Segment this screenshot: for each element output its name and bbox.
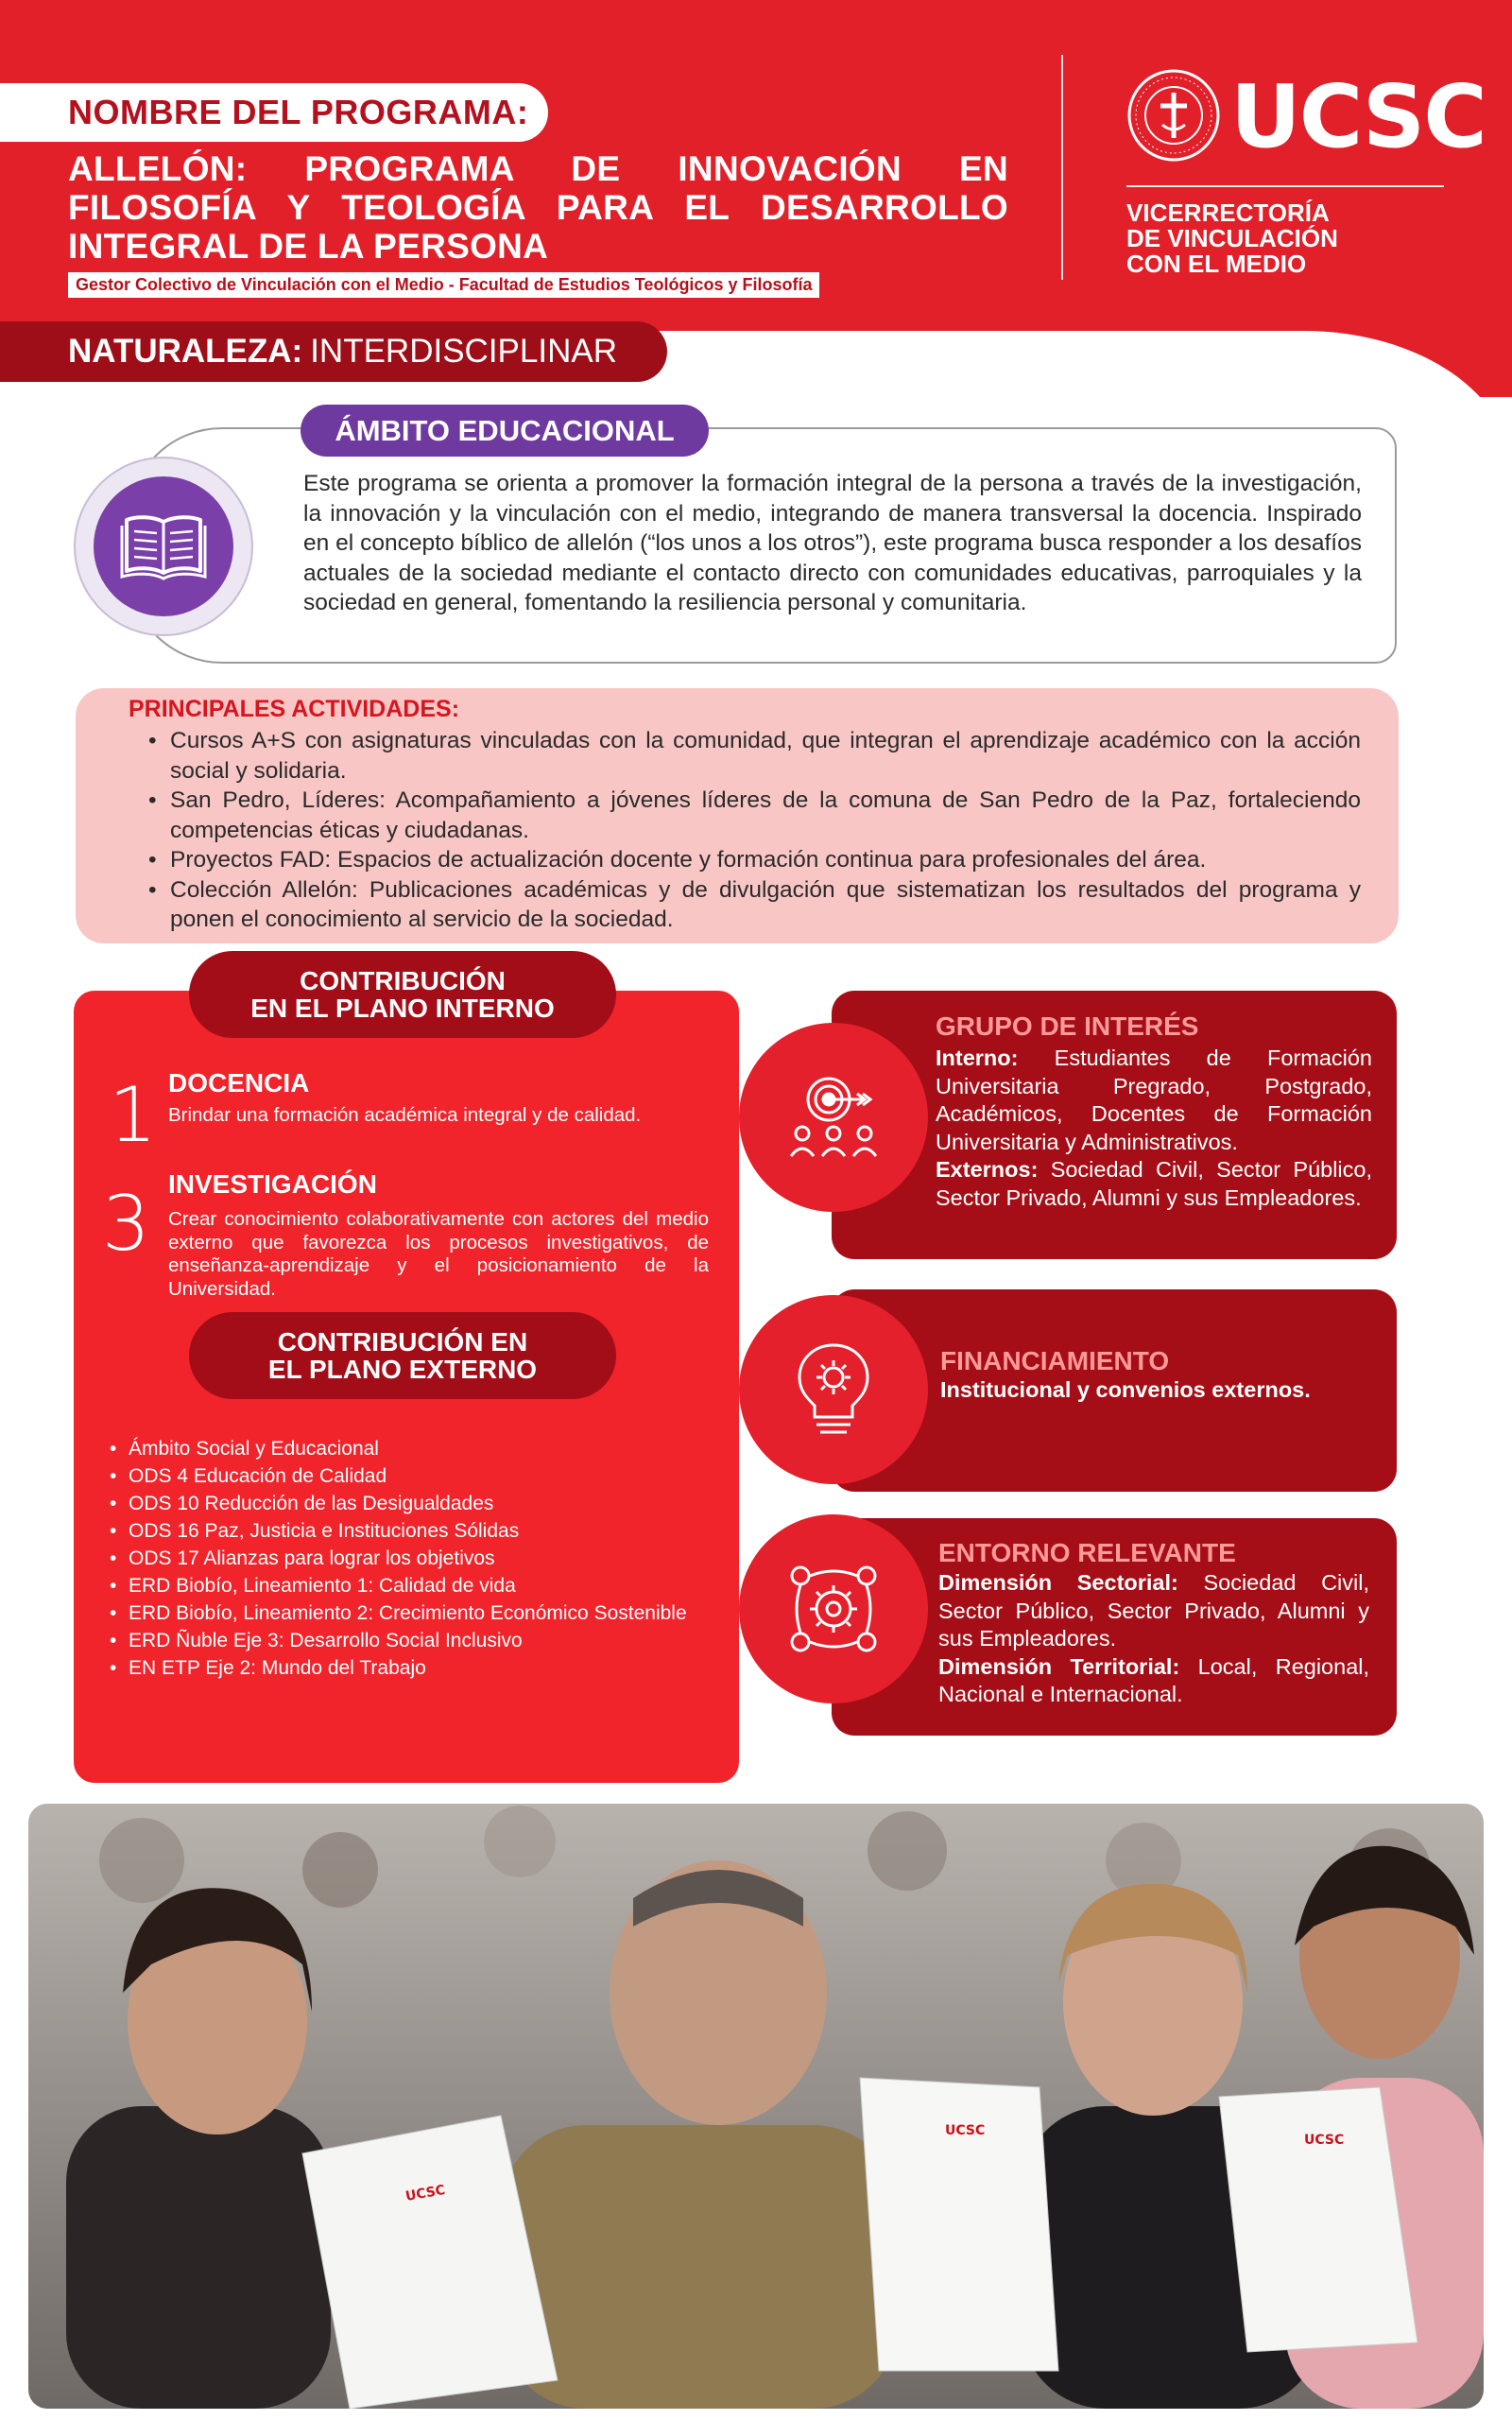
actividades-list (148, 726, 1361, 935)
list-item: • ODS 10 Reducción de las Desigualdades (110, 1490, 714, 1517)
entorno-icon-circle (739, 1514, 928, 1703)
list-item: • ODS 17 Alianzas para lograr los objetivos (110, 1545, 714, 1572)
list-item: • ODS 16 Paz, Justicia e Instituciones Sólidas (110, 1517, 714, 1545)
program-subtitle: Gestor Colectivo de Vinculación con el Medio - Facultad de Estudios Teológicos y Filosofía (68, 272, 819, 298)
list-item: • Ámbito Social y Educacional (110, 1435, 714, 1462)
title-line: EL PLANO EXTERNO (267, 1355, 538, 1384)
investigacion-number: 3 (102, 1180, 150, 1268)
program-label-pill (0, 83, 548, 142)
contribucion-externo-title (189, 1312, 616, 1399)
title-line: CONTRIBUCIÓN EN (277, 1327, 528, 1357)
ambito-description: Este programa se orienta a promover la formación integral de la persona a través de la investigación, la innovación y la vinculación con el medio, integrando de manera transversal la docencia. Inspirado en el concepto bíblico de allelón (“los unos a los otros”), este programa busca responder a los desafíos actuales de la sociedad mediante el contacto directo con comunidades educativas, parroquiales y la sociedad en general, fomentando la resiliencia personal y comunitaria. (303, 471, 1362, 615)
list-item: • ERD Ñuble Eje 3: Desarrollo Social Inclusivo (110, 1627, 714, 1654)
list-item: • EN ETP Eje 2: Mundo del Trabajo (110, 1654, 714, 1682)
ucsc-logo-text: UCSC (1230, 66, 1486, 167)
program-title (68, 149, 1008, 266)
naturaleza-value: INTERDISCIPLINAR (310, 333, 617, 370)
vicerrectoria-line: DE VINCULACIÓN (1126, 224, 1338, 252)
lightbulb-gear-icon (786, 1338, 881, 1442)
grupo-title: GRUPO DE INTERÉS (936, 1011, 1199, 1041)
vicerrectoria-line: CON EL MEDIO (1126, 250, 1307, 278)
docencia-number: 1 (109, 1071, 157, 1159)
network-gear-icon (782, 1557, 885, 1661)
list-item: • ERD Biobío, Lineamiento 1: Calidad de vida (110, 1572, 714, 1599)
list-item: • ODS 4 Educación de Calidad (110, 1462, 714, 1490)
header-divider (1061, 55, 1063, 280)
certificate-logo: UCSC (404, 2182, 447, 2204)
entorno-sectorial-text: Sociedad Civil, Sector Público, Sector Privado, Alumni y sus Empleadores. (938, 1570, 1369, 1651)
naturaleza-label: NATURALEZA: (68, 333, 303, 370)
list-item: • San Pedro, Líderes: Acompañamiento a jóvenes líderes de la comuna de San Pedro de la Paz, fortaleciendo competencias éticas y ciudadanas. (148, 786, 1361, 845)
entorno-territorial-text: Local, Regional, Nacional e Internacional. (938, 1653, 1370, 1706)
grupo-externo-text: Sociedad Civil, Sector Público, Sector Privado, Alumni y sus Empleadores. (936, 1157, 1372, 1210)
list-item: • Colección Allelón: Publicaciones académicas y de divulgación que sistematizan los resultados del programa y ponen el conocimiento al servicio de la sociedad. (148, 875, 1361, 935)
entorno-text (938, 1569, 1369, 1709)
financiamiento-text: Institucional y convenios externos. (940, 1377, 1311, 1402)
grupo-text (936, 1045, 1372, 1212)
program-title-line: INTEGRAL DE LA PERSONA (68, 227, 549, 266)
certificate-logo: UCSC (1304, 2133, 1345, 2148)
ambito-icon-ring (74, 457, 253, 636)
entorno-territorial-label: Dimensión Territorial: (938, 1653, 1180, 1679)
participants-holding-certificates-photo (28, 1804, 1484, 2409)
title-line: CONTRIBUCIÓN (300, 966, 506, 995)
grupo-icon-circle (739, 1023, 928, 1212)
program-title-line: ALLELÓN: PROGRAMA DE INNOVACIÓN EN (68, 149, 1008, 188)
ambito-title: ÁMBITO EDUCACIONAL (301, 405, 709, 457)
program-label: NOMBRE DEL PROGRAMA: (68, 93, 529, 131)
docencia-text: Brindar una formación académica integral y de calidad. (168, 1104, 642, 1126)
entorno-sectorial-label: Dimensión Sectorial: (938, 1570, 1178, 1595)
contribucion-interno-title (189, 951, 616, 1038)
investigacion-heading: INVESTIGACIÓN (168, 1169, 377, 1199)
grupo-interno-text: Estudiantes de Formación Universitaria Pregrado, Postgrado, Académicos, Docentes de Formación Universitaria y Administrativos. (936, 1046, 1372, 1154)
logo-underline (1126, 185, 1444, 187)
vicerrectoria-label (1126, 200, 1338, 277)
investigacion-text: Crear conocimiento colaborativamente con actores del medio externo que favorezca los procesos investigativos, de enseñanza-aprendizaje y el posicionamiento de la Universidad. (168, 1208, 709, 1300)
program-title-line: FILOSOFÍA Y TEOLOGÍA PARA EL DESARROLLO (68, 188, 1008, 227)
financiamiento-title: FINANCIAMIENTO (940, 1346, 1170, 1375)
externo-list (110, 1435, 714, 1682)
vicerrectoria-line: VICERRECTORÍA (1126, 199, 1330, 227)
actividades-title: PRINCIPALES ACTIVIDADES: (129, 696, 460, 722)
entorno-title: ENTORNO RELEVANTE (938, 1538, 1236, 1567)
title-line: EN EL PLANO INTERNO (250, 994, 555, 1023)
docencia-heading: DOCENCIA (168, 1068, 310, 1098)
participants-photo (28, 1804, 1484, 2409)
list-item: • ERD Biobío, Lineamiento 2: Crecimiento Económico Sostenible (110, 1599, 714, 1627)
grupo-interno-label: Interno: (936, 1046, 1019, 1070)
target-people-icon (782, 1065, 885, 1169)
list-item: • Proyectos FAD: Espacios de actualización docente y formación continua para profesionales del área. (148, 845, 1361, 875)
grupo-externo-label: Externos: (936, 1157, 1039, 1182)
financiamiento-icon-circle (739, 1295, 928, 1484)
list-item: • Cursos A+S con asignaturas vinculadas con la comunidad, que integran el aprendizaje académico con la acción social y solidaria. (148, 726, 1361, 786)
open-book-icon (119, 512, 208, 580)
naturaleza-bar (0, 321, 667, 382)
ucsc-seal-logo (1126, 68, 1221, 163)
certificate-logo: UCSC (945, 2123, 986, 2138)
ambito-icon-circle (94, 476, 233, 616)
